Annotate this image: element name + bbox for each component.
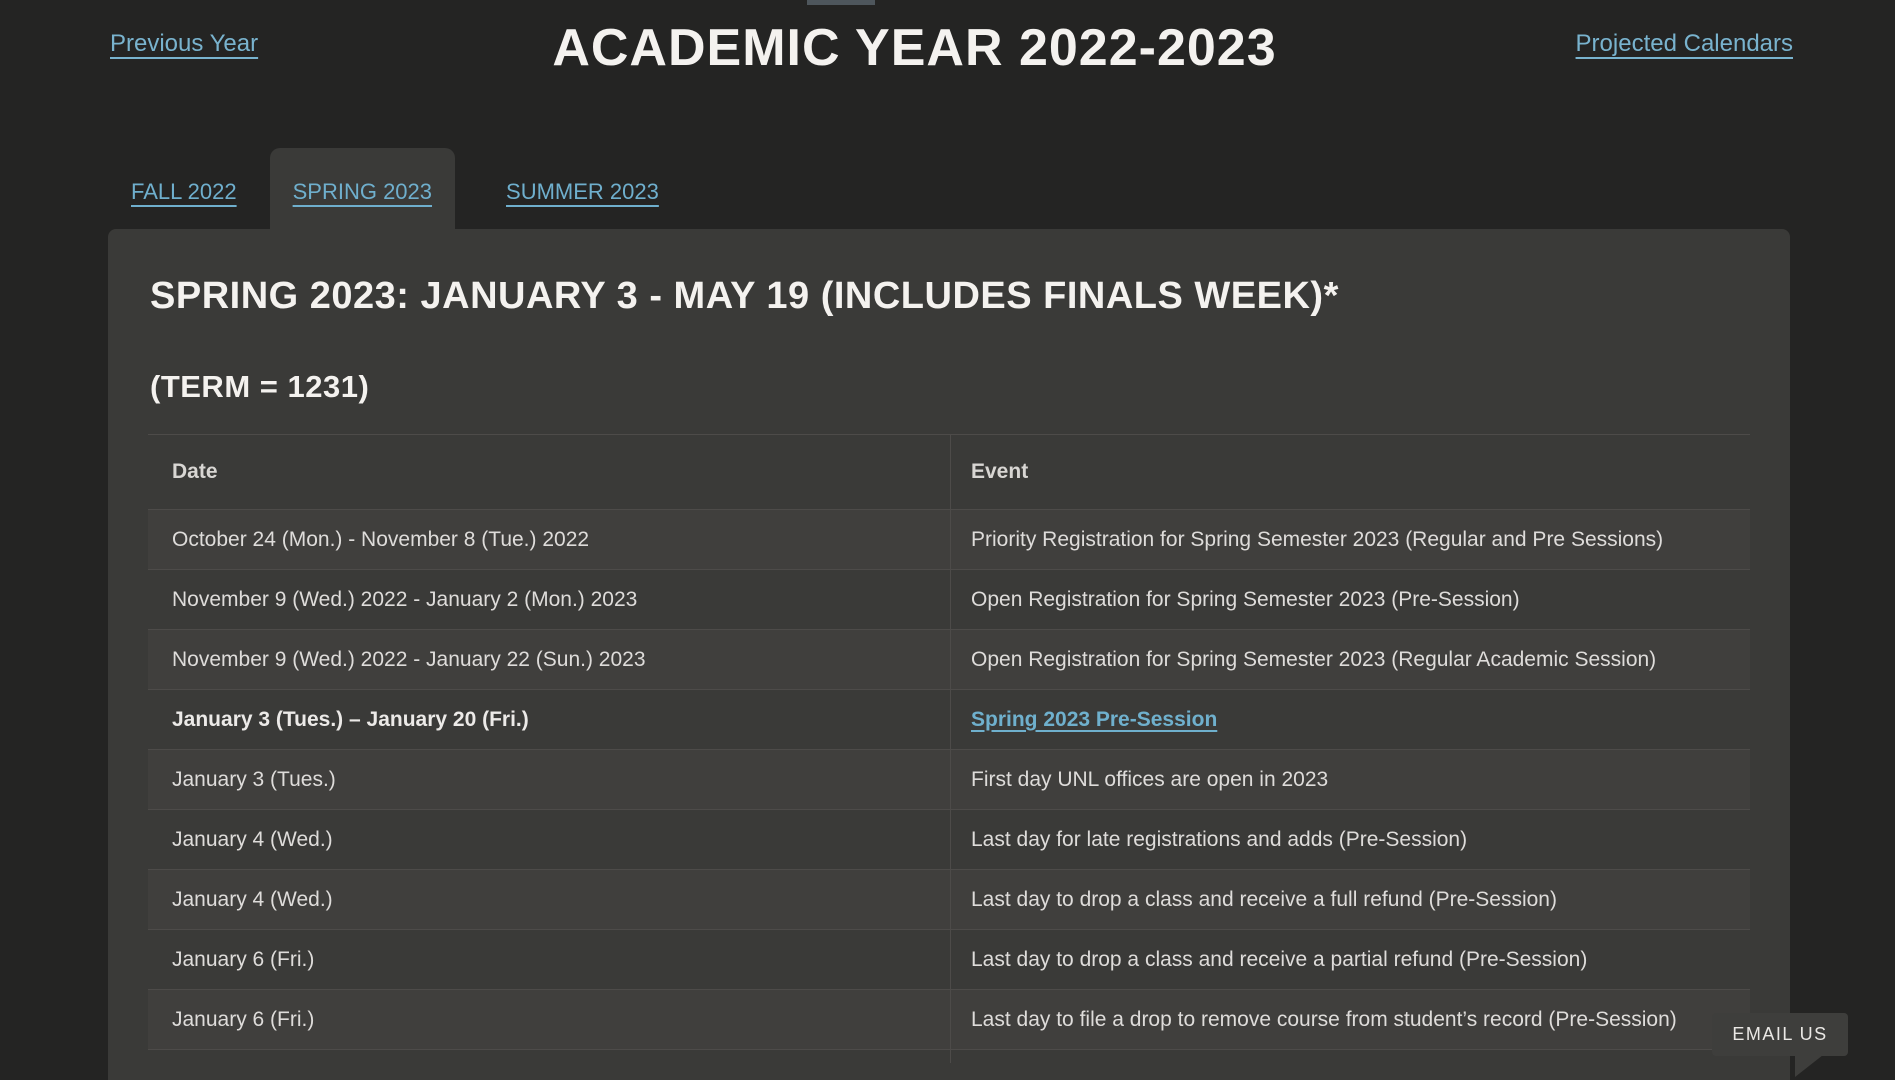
date-column-header: Date [172, 460, 218, 483]
table-row [148, 809, 1750, 869]
date-cell: January 6 (Fri.) [172, 1007, 315, 1031]
date-cell: January 6 (Fri.) [172, 947, 315, 971]
projected-calendars-link[interactable]: Projected Calendars [1575, 30, 1793, 57]
date-cell: November 9 (Wed.) 2022 - January 2 (Mon.) 2023 [172, 587, 638, 611]
event-cell: Last day to drop a class and receive a partial refund (Pre-Session) [950, 930, 1750, 989]
date-cell: January 4 (Wed.) [172, 887, 333, 911]
table-row [148, 869, 1750, 929]
table-row [148, 629, 1750, 689]
event-cell: Open Registration for Spring Semester 2023 (Pre-Session) [950, 570, 1750, 629]
page-title: ACADEMIC YEAR 2022-2023 [552, 19, 1277, 77]
date-cell: November 9 (Wed.) 2022 - January 22 (Sun.) 2023 [172, 647, 646, 671]
tab-fall-2022[interactable]: FALL 2022 [131, 179, 237, 204]
date-cell: October 24 (Mon.) - November 8 (Tue.) 2022 [172, 527, 590, 551]
date-cell: January 3 (Tues.) [172, 767, 336, 791]
email-us-bubble-tail [1795, 1055, 1823, 1077]
table-row [148, 749, 1750, 809]
table-row [148, 989, 1750, 1049]
event-column-header: Event [950, 435, 1750, 509]
term-heading: (TERM = 1231) [150, 369, 370, 404]
section-heading: SPRING 2023: JANUARY 3 - MAY 19 (INCLUDES FINALS WEEK)* [150, 275, 1339, 317]
previous-year-link[interactable]: Previous Year [110, 30, 259, 57]
tab-summer-2023[interactable]: SUMMER 2023 [506, 179, 659, 204]
event-cell: Priority Registration for Spring Semester 2023 (Regular and Pre Sessions) [950, 510, 1750, 569]
email-us-button[interactable]: EMAIL US [1712, 1013, 1848, 1056]
event-cell: First day UNL offices are open in 2023 [950, 750, 1750, 809]
date-cell: January 4 (Wed.) [172, 827, 333, 851]
event-cell [950, 690, 1750, 749]
table-row [148, 509, 1750, 569]
event-cell: Last day to drop a class and receive a full refund (Pre-Session) [950, 870, 1750, 929]
spring-2023-panel [108, 229, 1790, 1080]
table-row-partial [148, 1049, 1750, 1063]
event-cell: Last day for late registrations and adds (Pre-Session) [950, 810, 1750, 869]
table-header-row [148, 435, 1750, 509]
table-row [148, 689, 1750, 749]
spring-2023-pre-session-link[interactable]: Spring 2023 Pre-Session [971, 707, 1218, 731]
event-cell: Last day to file a drop to remove course from student’s record (Pre-Session) [950, 990, 1750, 1049]
table-row [148, 929, 1750, 989]
scrolled-header-remnant [807, 0, 875, 5]
semester-tabs [108, 148, 682, 229]
tab-spring-2023[interactable]: SPRING 2023 [270, 148, 455, 229]
event-cell: Open Registration for Spring Semester 2023 (Regular Academic Session) [950, 630, 1750, 689]
date-cell: January 3 (Tues.) – January 20 (Fri.) [172, 707, 529, 731]
event-cell [950, 1050, 1750, 1063]
table-row [148, 569, 1750, 629]
date-cell [148, 1050, 950, 1063]
calendar-table [148, 434, 1750, 1063]
